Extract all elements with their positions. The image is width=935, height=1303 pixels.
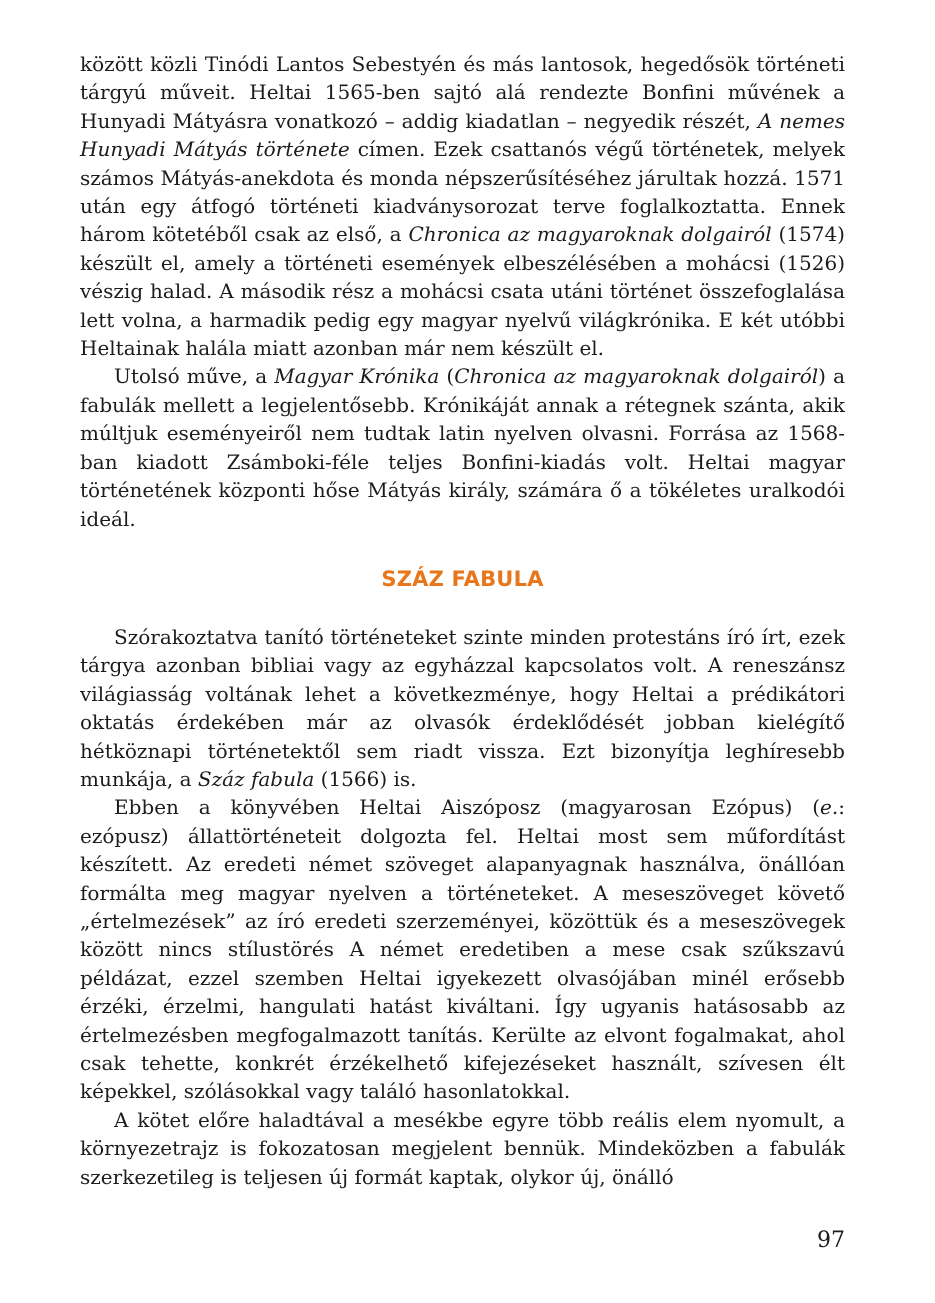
page-body	[80, 50, 845, 1191]
italic-title: Magyar Krónika	[274, 364, 440, 389]
text-run: Szórakoztatva tanító történeteket szinte minden protestáns író írt, ezek tárgya azonban bibliai vagy az egyházzal kapcsolatos volt. A reneszánsz világiasság voltának lehet a következménye, hogy Heltai a prédikátori oktatás érdekében már az olvasók érdeklődését jobban kielégítő hétköznapi történetektől sem riadt vissza. Ezt bizonyítja leghíresebb munkája, a	[80, 624, 845, 791]
italic-title: Száz fabula	[197, 766, 315, 791]
paragraph	[80, 793, 845, 1105]
italic-abbreviation: e.	[820, 795, 839, 820]
paragraph	[80, 362, 845, 532]
text-run: (1574) készült el, amely a történeti események elbeszélésében a mohácsi (1526) vészig halad. A második rész a mohácsi csata utáni történet összefoglalása lett volna, a harmadik pedig egy magyar nyelvű világkrónika. E két utóbbi Heltainak halála miatt azonban már nem készült el.	[80, 222, 845, 361]
text-run: között közli Tinódi Lantos Sebestyén és más lantosok, hegedősök történeti tárgyú műveit. Heltai 1565-ben sajtó alá rendezte Bonfini művének a Hunyadi Mátyásra vonatkozó – addig kiadatlan – negyedik részét,	[80, 52, 845, 133]
section-heading: SZÁZ FABULA	[381, 566, 544, 591]
text-run: (	[439, 364, 455, 389]
text-run: A kötet előre haladtával a mesékbe egyre több reális elem nyomult, a környezetrajz is fokozatosan megjelent bennük. Mindeközben a fabulák szerkezetileg is teljesen új formát kaptak, olykor új, önálló	[80, 1107, 845, 1189]
text-run: címen. Ezek csattanós végű történetek, melyek számos Mátyás-anekdota és monda népszerűsítéséhez járultak hozzá. 1571 után egy átfogó történeti kiadványsorozat terve foglalkoztatta. Ennek három kötetéből csak az első, a	[80, 137, 845, 247]
page-number: 97	[817, 1228, 845, 1253]
paragraph	[80, 50, 845, 362]
italic-title: Chronica az magyaroknak dolgairól	[408, 222, 772, 247]
text-run: ) a fabulák mellett a legjelentősebb. Krónikáját annak a rétegnek szánta, akik múltjuk eseményeiről nem tudtak latin nyelven olvasni. Forrása az 1568-ban kiadott Zsámboki-féle teljes Bonfini-kiadás volt. Heltai magyar történetének központi hőse Mátyás király, számára ő a tökéletes uralkodói ideál.	[80, 364, 846, 531]
text-run: : ezópusz) állattörténeteit dolgozta fel. Heltai most sem műfordítást készített. Az eredeti német szöveget alapanyagnak használva, önállóan formálta meg magyar nyelven a történeteket. A meseszöveget követő „értelmezések” az író eredeti szerzeményei, közöttük és a meseszövegek között nincs stílustörés A német eredetiben a mese csak szűkszavú példázat, ezzel szemben Heltai igyekezett olvasójában minél erősebb érzéki, érzelmi, hangulati hatást kiváltani. Így ugyanis hatásosabb az értelmezésben megfogalmazott tanítás. Kerülte az elvont fogalmakat, ahol csak tehette, konkrét érzékelhető kifejezéseket használt, szívesen élt képekkel, szólásokkal vagy találó hasonlatokkal.	[80, 795, 845, 1104]
paragraph	[80, 1106, 845, 1191]
text-run: Utolsó műve, a	[114, 364, 275, 389]
italic-title: A nemes Hunyadi Mátyás története	[80, 108, 845, 162]
paragraph	[80, 623, 845, 793]
text-run: Ebben a könyvében Heltai Aiszóposz (magyarosan Ezópus) (	[114, 795, 821, 820]
italic-title: Chronica az magyaroknak dolgairól	[454, 364, 819, 389]
text-run: (1566) is.	[314, 766, 417, 791]
